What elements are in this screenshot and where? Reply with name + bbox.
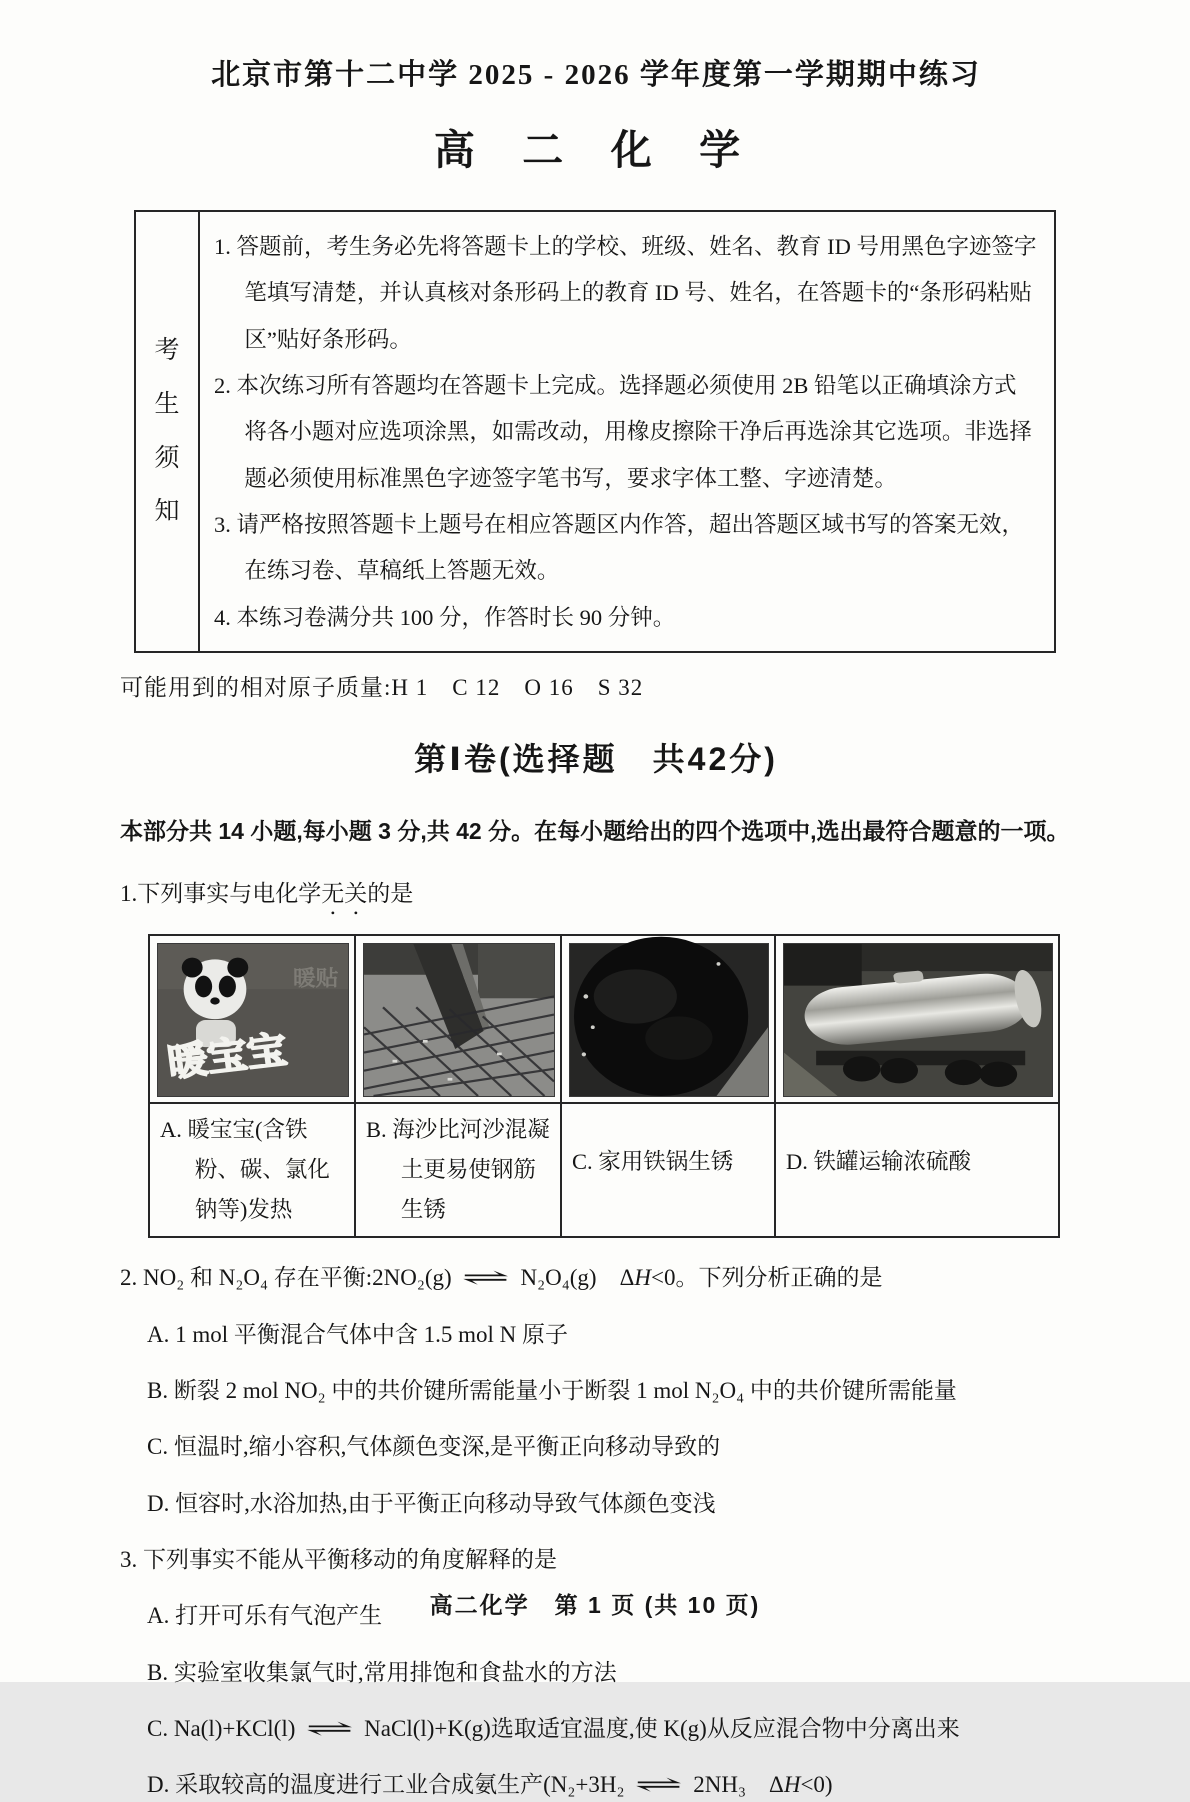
question-1-option-b-cell [356,936,562,1236]
question-2-option-b: B. 断裂 2 mol NO₂ 中的共价键所需能量小于断裂 1 mol N₂O₄ 中的共价键所需能量 [147,1377,957,1403]
notice-body [200,212,1054,651]
warm-patch-photo [150,936,354,1104]
equilibrium-arrow-icon: ⇌ [461,1265,511,1291]
question-1-option-c-cell [562,936,776,1236]
notice-item-3: 3. 请严格按照答题卡上题号在相应答题区内作答，超出答题区域书写的答案无效，在练习卷、草稿纸上答题无效。 [214,512,1025,584]
notice-item-1: 1. 答题前，考生务必先将答题卡上的学校、班级、姓名、教育 ID 号用黑色字迹签字笔填写清楚，并认真核对条形码上的教育 ID 号、姓名，在答题卡的“条形码粘贴区”贴好条形码。 [214,234,1037,352]
notice-side-cell [136,212,200,651]
question-1-options-table [148,934,1060,1238]
acid-tanker-illustration [783,943,1053,1097]
iron-wok-illustration [569,943,769,1097]
emphasized-text: 无关 [321,881,368,907]
svg-text:暖宝宝: 暖宝宝 [165,1029,290,1085]
question-3-option-c: C. Na(l)+KCl(l) ⇌ NaCl(l)+K(g)选取适宜温度,使 K(g)从反应混合物中分离出来 [147,1712,1072,1745]
section1-intro: 本部分共 14 小题,每小题 3 分,共 42 分。在每小题给出的四个选项中,选出最符合题意的一项。 [120,818,1070,845]
exam-header-line: 北京市第十二中学 2025 - 2026 学年度第一学期期中练习 [211,59,981,91]
question-1-option-b-label: B. 海沙比河沙混凝土更易使钢筋生锈 [366,1117,550,1223]
notice-box [134,210,1056,653]
concrete-rebar-illustration [363,943,555,1097]
question-1-option-a-label: A. 暖宝宝(含铁粉、碳、氯化钠等)发热 [160,1117,330,1223]
page-footer: 高二化学 第 1 页 (共 10 页) [429,1592,761,1618]
page-title: 高 二 化 学 [433,127,759,173]
notice-item-2: 2. 本次练习所有答题均在答题卡上完成。选择题必须使用 2B 铅笔以正确填涂方式将各小题对应选项涂黑，如需改动，用橡皮擦除干净后再选涂其它选项。非选择题必须使用标准黑色字迹签字笔书写，要求字体工整、字迹清楚。 [214,373,1032,491]
question-1-option-c-label: C. 家用铁锅生锈 [572,1149,734,1175]
equilibrium-arrow-icon: ⇌ [305,1715,354,1741]
question-2-option-c: C. 恒温时,缩小容积,气体颜色变深,是平衡正向移动导致的 [147,1434,721,1460]
notice-side-label: 考生须知 [154,337,180,526]
question-2-option-a: A. 1 mol 平衡混合气体中含 1.5 mol N 原子 [147,1321,569,1347]
question-1-stem: 1.下列事实与电化学无关的是 [120,881,414,907]
iron-wok-photo [562,936,774,1104]
notice-item-4: 4. 本练习卷满分共 100 分，作答时长 90 分钟。 [214,604,676,630]
question-1-option-a-cell [150,936,356,1236]
section1-heading: 第Ⅰ卷(选择题 共42分) [414,741,778,778]
equilibrium-arrow-icon: ⇌ [634,1772,683,1798]
acid-tanker-photo [776,936,1058,1104]
svg-text:暖贴: 暖贴 [292,966,339,991]
question-2-stem: 2. NO₂ 和 N₂O₄ 存在平衡:2NO₂(g) ⇌ N₂O₄(g) ΔH<0。下列分析正确的是 [120,1261,1072,1294]
concrete-rebar-photo [356,936,560,1104]
question-3-stem: 3. 下列事实不能从平衡移动的角度解释的是 [120,1546,557,1572]
warm-patch-illustration [157,943,349,1097]
question-3-option-a: A. 打开可乐有气泡产生 [147,1603,383,1629]
question-3-option-b: B. 实验室收集氯气时,常用排饱和食盐水的方法 [147,1659,617,1685]
question-2-option-d: D. 恒容时,水浴加热,由于平衡正向移动导致气体颜色变浅 [147,1490,716,1516]
question-3-option-d: D. 采取较高的温度进行工业合成氨生产(N₂+3H₂ ⇌ 2NH₃ ΔH<0) [147,1768,1072,1801]
question-1-option-d-label: D. 铁罐运输浓硫酸 [786,1149,971,1175]
question-1-option-d-cell [776,936,1058,1236]
atomic-mass-line: 可能用到的相对原子质量:H 1 C 12 O 16 S 32 [120,675,644,701]
